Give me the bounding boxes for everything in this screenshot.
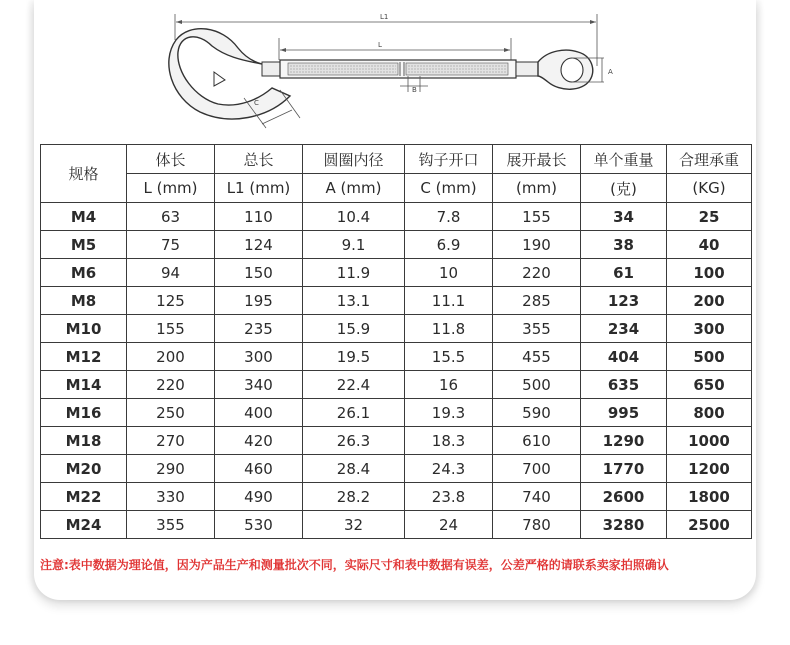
cell-unit-weight: 635 — [581, 371, 667, 399]
cell-body-length: 355 — [127, 511, 215, 539]
cell-ring-inner-diameter: 15.9 — [303, 315, 405, 343]
cell-ring-inner-diameter: 32 — [303, 511, 405, 539]
cell-max-extended-length: 190 — [493, 231, 581, 259]
cell-total-length: 110 — [215, 203, 303, 231]
cell-ring-inner-diameter: 11.9 — [303, 259, 405, 287]
cell-unit-weight: 995 — [581, 399, 667, 427]
header-total-length: 总长 — [215, 145, 303, 174]
cell-hook-opening: 24.3 — [405, 455, 493, 483]
cell-hook-opening: 19.3 — [405, 399, 493, 427]
cell-hook-opening: 6.9 — [405, 231, 493, 259]
cell-unit-weight: 1770 — [581, 455, 667, 483]
cell-load-capacity: 200 — [667, 287, 752, 315]
cell-ring-inner-diameter: 28.2 — [303, 483, 405, 511]
cell-max-extended-length: 590 — [493, 399, 581, 427]
cell-load-capacity: 1200 — [667, 455, 752, 483]
table-row — [41, 259, 752, 287]
cell-unit-weight: 38 — [581, 231, 667, 259]
table-row — [41, 399, 752, 427]
cell-total-length: 235 — [215, 315, 303, 343]
cell-total-length: 420 — [215, 427, 303, 455]
table-row — [41, 343, 752, 371]
cell-load-capacity: 300 — [667, 315, 752, 343]
cell-load-capacity: 1000 — [667, 427, 752, 455]
cell-total-length: 300 — [215, 343, 303, 371]
cell-total-length: 340 — [215, 371, 303, 399]
disclaimer-note: 注意:表中数据为理论值，因为产品生产和测量批次不同，实际尺寸和表中数据有误差，公差严格的请联系卖家拍照确认 — [40, 558, 669, 572]
dim-label-l1: L1 — [380, 13, 389, 21]
cell-load-capacity: 2500 — [667, 511, 752, 539]
unit-ring-inner-diameter: A (mm) — [303, 174, 405, 203]
table-row — [41, 203, 752, 231]
cell-unit-weight: 1290 — [581, 427, 667, 455]
cell-body-length: 330 — [127, 483, 215, 511]
cell-model: M16 — [41, 399, 127, 427]
cell-load-capacity: 100 — [667, 259, 752, 287]
cell-max-extended-length: 355 — [493, 315, 581, 343]
cell-body-length: 94 — [127, 259, 215, 287]
cell-max-extended-length: 155 — [493, 203, 581, 231]
cell-unit-weight: 61 — [581, 259, 667, 287]
cell-ring-inner-diameter: 9.1 — [303, 231, 405, 259]
cell-body-length: 63 — [127, 203, 215, 231]
cell-model: M14 — [41, 371, 127, 399]
cell-body-length: 250 — [127, 399, 215, 427]
cell-total-length: 150 — [215, 259, 303, 287]
cell-unit-weight: 234 — [581, 315, 667, 343]
cell-load-capacity: 800 — [667, 399, 752, 427]
cell-unit-weight: 2600 — [581, 483, 667, 511]
cell-load-capacity: 25 — [667, 203, 752, 231]
table-row — [41, 455, 752, 483]
cell-load-capacity: 1800 — [667, 483, 752, 511]
cell-hook-opening: 23.8 — [405, 483, 493, 511]
cell-max-extended-length: 285 — [493, 287, 581, 315]
cell-ring-inner-diameter: 19.5 — [303, 343, 405, 371]
cell-hook-opening: 11.1 — [405, 287, 493, 315]
table-row — [41, 483, 752, 511]
cell-unit-weight: 123 — [581, 287, 667, 315]
cell-total-length: 460 — [215, 455, 303, 483]
cell-load-capacity: 40 — [667, 231, 752, 259]
header-unit-weight: 单个重量 — [581, 145, 667, 174]
unit-weight: (克) — [581, 174, 667, 203]
cell-hook-opening: 15.5 — [405, 343, 493, 371]
cell-hook-opening: 7.8 — [405, 203, 493, 231]
cell-body-length: 290 — [127, 455, 215, 483]
cell-body-length: 220 — [127, 371, 215, 399]
cell-body-length: 75 — [127, 231, 215, 259]
table-row — [41, 511, 752, 539]
cell-model: M10 — [41, 315, 127, 343]
cell-ring-inner-diameter: 26.1 — [303, 399, 405, 427]
cell-unit-weight: 3280 — [581, 511, 667, 539]
dim-label-a: A — [608, 68, 613, 76]
cell-model: M5 — [41, 231, 127, 259]
cell-model: M20 — [41, 455, 127, 483]
table-row — [41, 315, 752, 343]
cell-hook-opening: 16 — [405, 371, 493, 399]
unit-total-length: L1 (mm) — [215, 174, 303, 203]
cell-ring-inner-diameter: 22.4 — [303, 371, 405, 399]
cell-ring-inner-diameter: 28.4 — [303, 455, 405, 483]
cell-body-length: 155 — [127, 315, 215, 343]
cell-total-length: 124 — [215, 231, 303, 259]
cell-model: M4 — [41, 203, 127, 231]
header-hook-opening: 钩子开口 — [405, 145, 493, 174]
cell-hook-opening: 18.3 — [405, 427, 493, 455]
cell-total-length: 400 — [215, 399, 303, 427]
cell-body-length: 200 — [127, 343, 215, 371]
cell-max-extended-length: 220 — [493, 259, 581, 287]
cell-max-extended-length: 700 — [493, 455, 581, 483]
header-spec: 规格 — [41, 145, 127, 203]
cell-total-length: 490 — [215, 483, 303, 511]
table-row — [41, 427, 752, 455]
header-ring-inner-diameter: 圆圈内径 — [303, 145, 405, 174]
dim-label-b: B — [412, 86, 417, 94]
table-header-row — [41, 145, 752, 174]
cell-model: M18 — [41, 427, 127, 455]
turnbuckle-diagram — [150, 0, 630, 140]
cell-unit-weight: 404 — [581, 343, 667, 371]
header-max-extended-length: 展开最长 — [493, 145, 581, 174]
cell-model: M8 — [41, 287, 127, 315]
cell-ring-inner-diameter: 26.3 — [303, 427, 405, 455]
dim-label-c: C — [254, 99, 259, 107]
spec-table — [40, 144, 752, 539]
cell-body-length: 125 — [127, 287, 215, 315]
cell-load-capacity: 500 — [667, 343, 752, 371]
cell-max-extended-length: 455 — [493, 343, 581, 371]
cell-model: M6 — [41, 259, 127, 287]
cell-model: M12 — [41, 343, 127, 371]
table-row — [41, 287, 752, 315]
cell-total-length: 530 — [215, 511, 303, 539]
cell-total-length: 195 — [215, 287, 303, 315]
cell-ring-inner-diameter: 13.1 — [303, 287, 405, 315]
unit-body-length: L (mm) — [127, 174, 215, 203]
dim-label-l: L — [378, 41, 382, 49]
cell-hook-opening: 11.8 — [405, 315, 493, 343]
cell-hook-opening: 10 — [405, 259, 493, 287]
unit-hook-opening: C (mm) — [405, 174, 493, 203]
cell-max-extended-length: 780 — [493, 511, 581, 539]
cell-max-extended-length: 610 — [493, 427, 581, 455]
cell-body-length: 270 — [127, 427, 215, 455]
table-units-row — [41, 174, 752, 203]
cell-max-extended-length: 740 — [493, 483, 581, 511]
cell-ring-inner-diameter: 10.4 — [303, 203, 405, 231]
cell-max-extended-length: 500 — [493, 371, 581, 399]
header-body-length: 体长 — [127, 145, 215, 174]
unit-max-extended-length: (mm) — [493, 174, 581, 203]
cell-load-capacity: 650 — [667, 371, 752, 399]
cell-model: M24 — [41, 511, 127, 539]
table-row — [41, 231, 752, 259]
header-load-capacity: 合理承重 — [667, 145, 752, 174]
cell-model: M22 — [41, 483, 127, 511]
cell-hook-opening: 24 — [405, 511, 493, 539]
unit-load: (KG) — [667, 174, 752, 203]
cell-unit-weight: 34 — [581, 203, 667, 231]
table-row — [41, 371, 752, 399]
